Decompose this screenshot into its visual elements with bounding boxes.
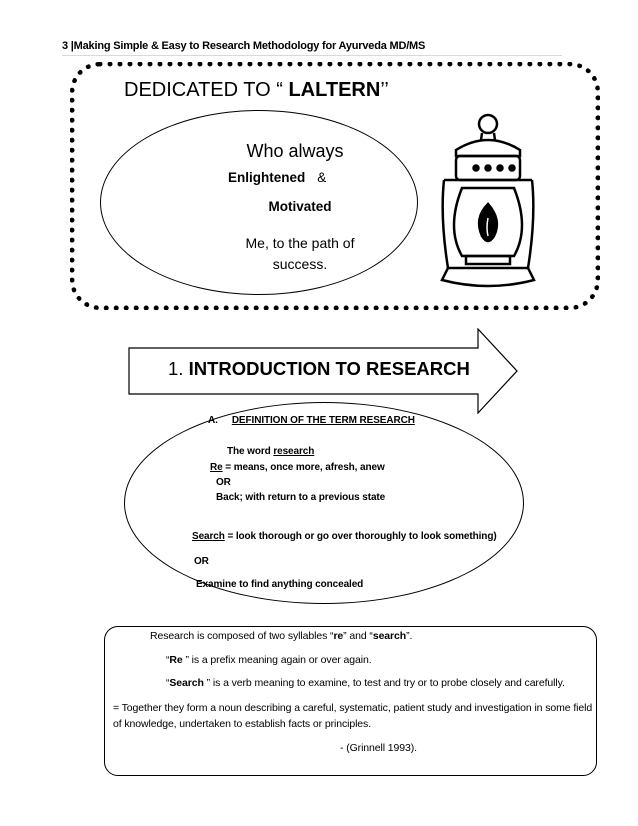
citation: - (Grinnell 1993). — [340, 742, 417, 754]
re-meaning: = means, once more, afresh, anew — [222, 462, 385, 473]
dedication-suffix: ’’ — [380, 79, 389, 101]
or-2: OR — [194, 556, 209, 567]
etymology-line-3-b: ” is a verb meaning to examine, to test and try or to probe closely and carefully. — [203, 677, 565, 689]
dedication-name: LALTERN — [288, 79, 381, 101]
search-line — [192, 531, 497, 542]
dedication-line-1: Who always — [246, 141, 344, 161]
etymology-line-1-a: Research is composed of two syllables “ — [150, 630, 334, 642]
examine-line: Examine to find anything concealed — [196, 579, 364, 590]
section-title — [168, 358, 470, 380]
etymology-line-3-search: Search — [169, 677, 204, 689]
word-research: research — [273, 446, 315, 457]
definition-heading — [208, 415, 415, 426]
page-header — [62, 40, 425, 52]
etymology-line-3-a: “ — [166, 677, 170, 689]
etymology-line-2-a: “ — [166, 654, 170, 666]
dedication-prefix: DEDICATED TO “ — [124, 79, 289, 101]
page-number: 3 — [62, 40, 68, 52]
ampersand: & — [317, 170, 327, 185]
etymology-line-2-re: Re — [169, 654, 183, 666]
dedication-line-3: Motivated — [268, 199, 332, 214]
search-meaning: = look thorough or go over thoroughly to look something) — [224, 531, 497, 542]
back-line: Back; with return to a previous state — [216, 492, 386, 503]
word-line — [227, 446, 314, 457]
dedication-line-4b: success. — [272, 256, 328, 272]
etymology-line-3 — [166, 677, 565, 689]
search-term: Search — [192, 531, 225, 542]
definition-ellipse — [124, 402, 524, 604]
re-line — [210, 462, 385, 473]
header-rule — [62, 55, 562, 56]
re-term: Re — [210, 462, 223, 473]
etymology-re: re — [333, 630, 344, 642]
etymology-line-1 — [150, 630, 412, 642]
dedication-title — [124, 79, 389, 102]
etymology-search: search — [372, 630, 407, 642]
section-number: 1. — [168, 358, 184, 379]
etymology-line-2-b: ” is a prefix meaning again or over again. — [182, 654, 372, 666]
header-separator: | — [70, 40, 74, 52]
dedication-line-4a: Me, to the path of — [245, 235, 355, 251]
dedication-line-2 — [228, 170, 368, 185]
etymology-line-1-b: ” and “ — [343, 630, 373, 642]
etymology-line-2 — [166, 654, 372, 666]
dedication-line-4 — [220, 233, 380, 275]
or-1: OR — [216, 477, 231, 488]
section-heading: INTRODUCTION TO RESEARCH — [188, 358, 470, 379]
lantern-icon — [426, 108, 566, 298]
definition-label: A. — [208, 415, 218, 426]
etymology-summary: = Together they form a noun describing a careful, systematic, patient study and investigation in some field of knowledge, undertaken to establish facts or principles. — [113, 702, 593, 730]
definition-title: DEFINITION OF THE TERM RESEARCH — [231, 415, 415, 426]
book-title: Making Simple & Easy to Research Methodology for Ayurveda MD/MS — [73, 40, 426, 52]
word-prefix: The word — [227, 446, 274, 457]
enlightened-text: Enlightened — [228, 170, 306, 185]
etymology-line-1-c: ”. — [406, 630, 413, 642]
